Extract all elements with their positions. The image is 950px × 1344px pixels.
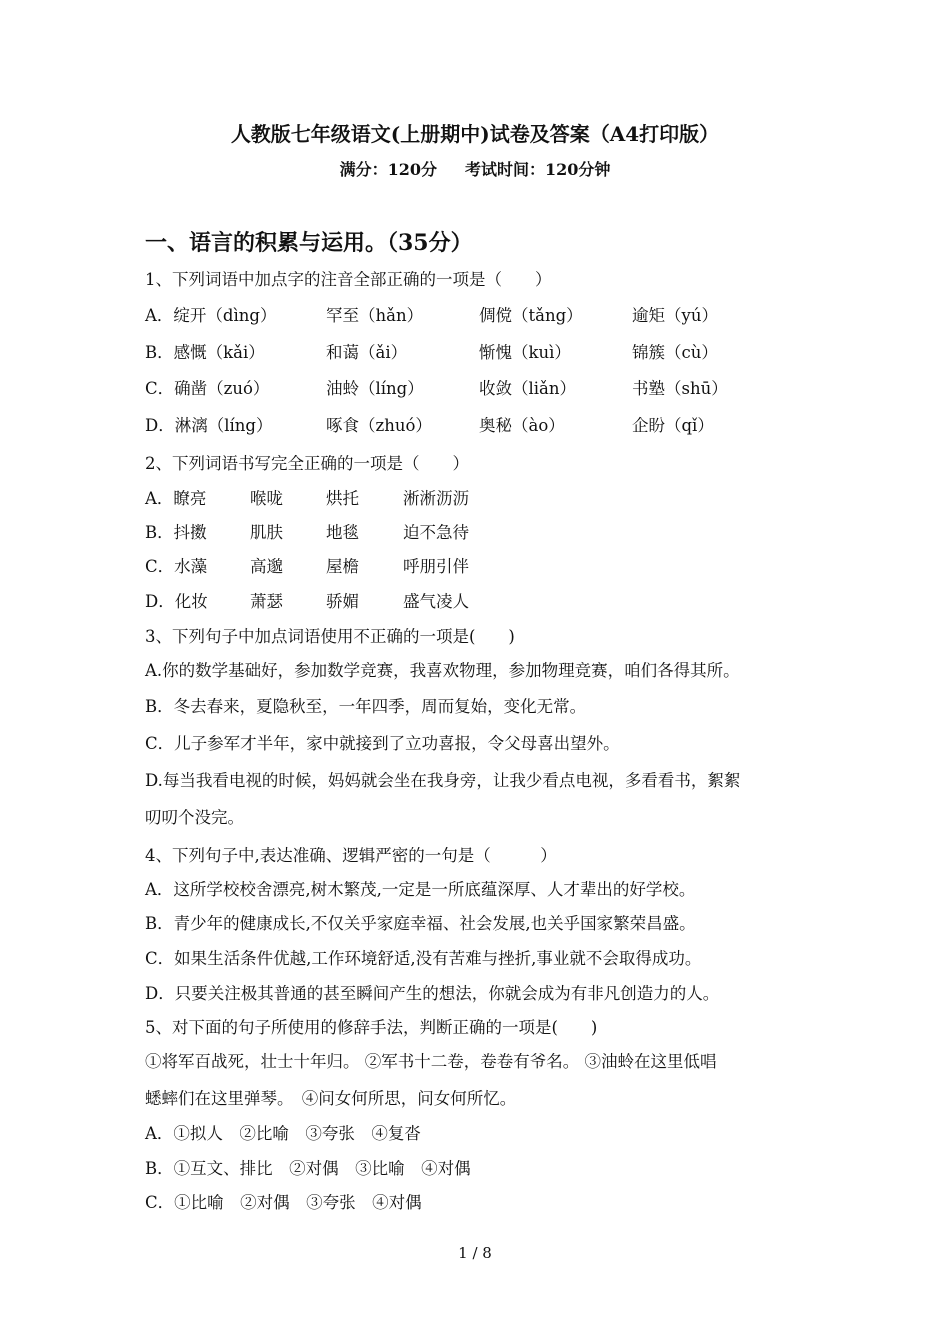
q5-option-b: B．①互文、排比 ②对偶 ③比喻 ④对偶 <box>145 1159 471 1178</box>
document-title: 人教版七年级语文(上册期中)试卷及答案（A4打印版） <box>230 122 720 146</box>
q1-option-cell: 啄食（zhuó） <box>326 416 432 435</box>
q1-option-cell: D．淋漓（líng） <box>145 416 273 435</box>
q2-option-cell: B．抖擞 <box>145 523 207 542</box>
q2-option-cell: A．瞭亮 <box>145 489 207 508</box>
q2-option-cell: 地毯 <box>326 523 359 542</box>
q3-option-a: A.你的数学基础好，参加数学竞赛，我喜欢物理，参加物理竞赛，咱们各得其所。 <box>145 661 740 680</box>
q1-option-cell: 锦簇（cù） <box>632 343 718 362</box>
q2-option-cell: 高邈 <box>250 557 283 576</box>
q2-stem: 2、下列词语书写完全正确的一项是（ ） <box>145 454 469 473</box>
q5-option-c: C．①比喻 ②对偶 ③夸张 ④对偶 <box>145 1193 422 1212</box>
q4-option-d: D．只要关注极其普通的甚至瞬间产生的想法，你就会成为有非凡创造力的人。 <box>145 984 720 1003</box>
q1-option-cell: B．感慨（kǎi） <box>145 343 265 362</box>
q2-option-cell: 屋檐 <box>326 557 359 576</box>
q2-option-cell: 喉咙 <box>250 489 283 508</box>
q1-option-cell: 逾矩（yú） <box>632 306 718 325</box>
q4-stem: 4、下列句子中,表达准确、逻辑严密的一句是（ ） <box>145 846 557 865</box>
exam-time: 考试时间：120分钟 <box>465 160 611 179</box>
q1-option-cell: 企盼（qǐ） <box>632 416 714 435</box>
full-score: 满分：120分 <box>339 160 437 179</box>
q2-option-cell: 烘托 <box>326 489 359 508</box>
q2-option-cell: D．化妆 <box>145 592 208 611</box>
q1-option-cell: 油蛉（líng） <box>326 379 424 398</box>
q5-sentences-line2: 蟋蟀们在这里弹琴。 ④问女何所思，问女何所忆。 <box>145 1089 517 1108</box>
section-heading: 一、语言的积累与运用。（35分） <box>145 230 473 256</box>
q2-option-cell: 淅淅沥沥 <box>403 489 469 508</box>
q1-option-cell: A．绽开（dìng） <box>145 306 277 325</box>
q3-option-d-line1: D.每当我看电视的时候，妈妈就会坐在我身旁，让我少看点电视，多看看书，絮絮 <box>145 771 741 790</box>
q4-option-c: C．如果生活条件优越,工作环境舒适,没有苦难与挫折,事业就不会取得成功。 <box>145 949 702 968</box>
q1-option-cell: 书塾（shū） <box>632 379 728 398</box>
q4-option-a: A．这所学校校舍漂亮,树木繁茂,一定是一所底蕴深厚、人才辈出的好学校。 <box>145 880 696 899</box>
q5-stem: 5、对下面的句子所使用的修辞手法，判断正确的一项是( ) <box>145 1018 598 1037</box>
q3-option-b: B．冬去春来，夏隐秋至，一年四季，周而复始，变化无常。 <box>145 697 587 716</box>
q4-option-b: B．青少年的健康成长,不仅关乎家庭幸福、社会发展,也关乎国家繁荣昌盛。 <box>145 914 696 933</box>
q2-option-cell: 萧瑟 <box>250 592 283 611</box>
q1-option-cell: 收敛（liǎn） <box>479 379 577 398</box>
page-number: 1 / 8 <box>458 1244 492 1262</box>
q3-option-c: C．儿子参军才半年，家中就接到了立功喜报，令父母喜出望外。 <box>145 734 620 753</box>
q2-option-cell: 迫不急待 <box>403 523 469 542</box>
q1-option-cell: 倜傥（tǎng） <box>479 306 583 325</box>
exam-info <box>0 157 950 180</box>
q1-option-cell: 和蔼（ǎi） <box>326 343 408 362</box>
q5-sentences-line1: ①将军百战死，壮士十年归。 ②军书十二卷，卷卷有爷名。 ③油蛉在这里低唱 <box>145 1052 717 1071</box>
q3-stem: 3、下列句子中加点词语使用不正确的一项是( ) <box>145 627 515 646</box>
q2-option-cell: 呼朋引伴 <box>403 557 469 576</box>
q2-option-cell: 骄媚 <box>326 592 359 611</box>
q5-option-a: A．①拟人 ②比喻 ③夸张 ④复沓 <box>145 1124 421 1143</box>
q2-option-cell: C．水藻 <box>145 557 208 576</box>
q2-option-cell: 盛气凌人 <box>403 592 469 611</box>
q1-stem: 1、下列词语中加点字的注音全部正确的一项是（ ） <box>145 270 552 289</box>
q3-option-d-line2: 叨叨个没完。 <box>145 808 244 827</box>
q2-option-cell: 肌肤 <box>250 523 283 542</box>
q1-option-cell: 惭愧（kuì） <box>479 343 571 362</box>
q1-option-cell: 奥秘（ào） <box>479 416 565 435</box>
q1-option-cell: C．确凿（zuó） <box>145 379 270 398</box>
q1-option-cell: 罕至（hǎn） <box>326 306 424 325</box>
